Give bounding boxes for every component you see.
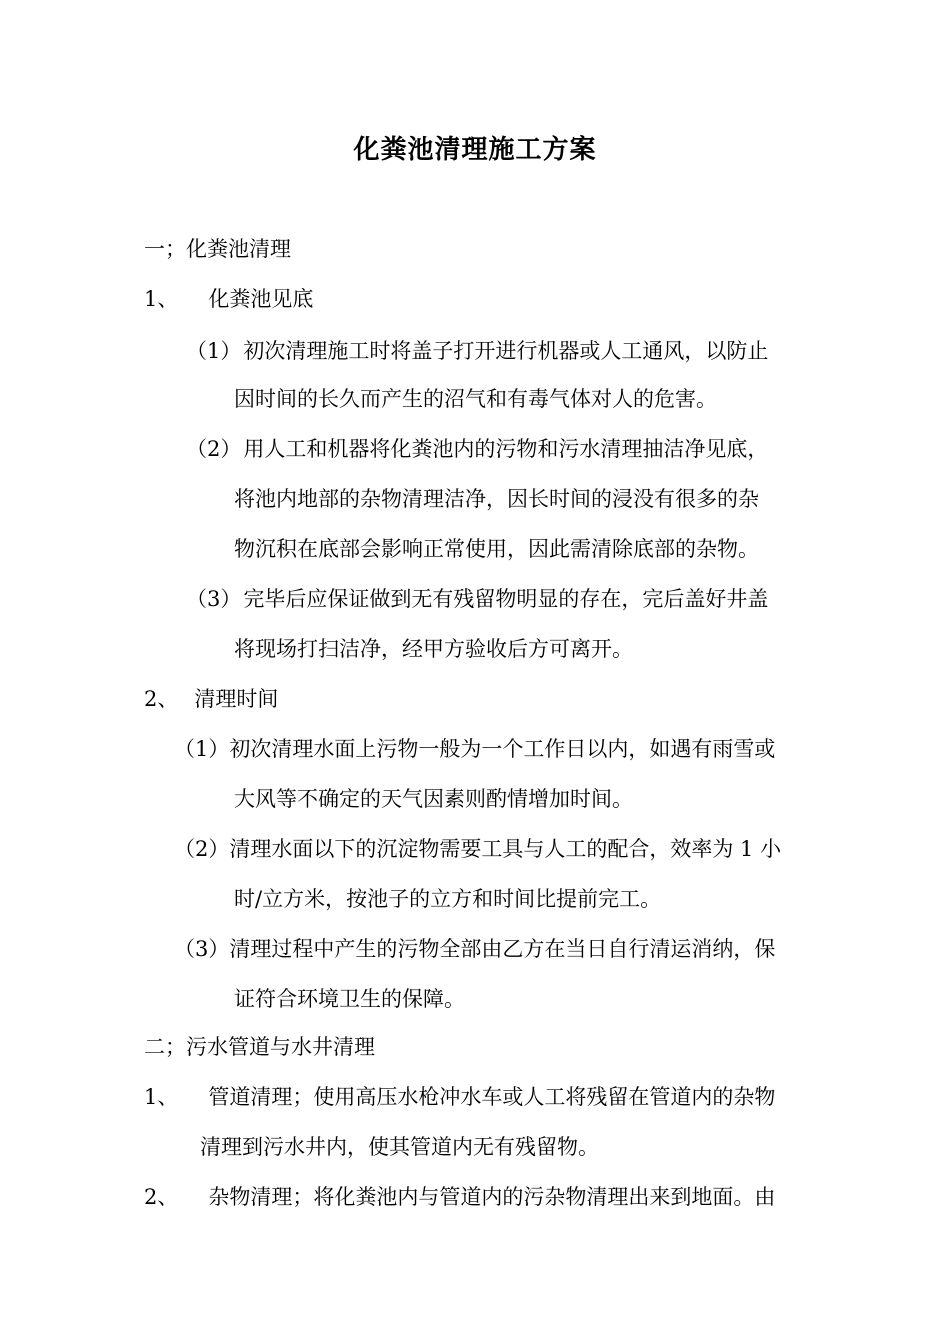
sub-number: （1） [186, 339, 242, 363]
section-2-item-1-line-1 [144, 1082, 775, 1112]
item-number: 2、 [144, 1185, 179, 1209]
sub-number: （1） [174, 737, 230, 761]
section-1-item-2-sub-3-line-1 [174, 934, 775, 964]
section-2-heading: 二；污水管道与水井清理 [144, 1035, 375, 1059]
item-text: 杂物清理；将化粪池内与管道内的污杂物清理出来到地面。由 [208, 1185, 776, 1209]
sub-text: 初次清理水面上污物一般为一个工作日以内，如遇有雨雪或 [229, 737, 776, 761]
section-1-item-1-sub-2-line-3: 物沉积在底部会影响正常使用，因此需清除底部的杂物。 [234, 537, 759, 561]
sub-text: 初次清理施工时将盖子打开进行机器或人工通风，以防止 [243, 339, 769, 363]
section-1-item-2-sub-1-line-2: 大风等不确定的天气因素则酌情增加时间。 [234, 787, 633, 811]
section-1-item-2-sub-3-line-2: 证符合环境卫生的保障。 [234, 987, 465, 1011]
sub-text: 清理水面以下的沉淀物需要工具与人工的配合，效率为 1 小 [229, 837, 782, 861]
section-1-item-2-sub-1-line-1 [174, 734, 775, 764]
section-1-item-1-sub-1-line-2: 因时间的长久而产生的沼气和有毒气体对人的危害。 [234, 387, 717, 411]
section-1-item-1-sub-2-line-1 [186, 434, 768, 464]
section-1-item-2-heading [144, 684, 278, 714]
item-number: 1、 [144, 287, 179, 311]
document-title: 化粪池清理施工方案 [353, 135, 597, 165]
section-1-item-2-sub-2-line-1 [174, 834, 781, 864]
section-1-item-2-sub-2-line-2: 时/立方米，按池子的立方和时间比提前完工。 [234, 887, 662, 911]
sub-text: 用人工和机器将化粪池内的污物和污水清理抽洁净见底， [243, 437, 769, 461]
item-number: 2、 [144, 687, 179, 711]
sub-text: 清理过程中产生的污物全部由乙方在当日自行清运消纳，保 [229, 937, 776, 961]
section-1-item-1-sub-1-line-1 [186, 336, 768, 366]
item-number: 1、 [144, 1085, 179, 1109]
section-2-item-2-line-1 [144, 1182, 775, 1212]
section-1-item-1-sub-3-line-2: 将现场打扫洁净，经甲方验收后方可离开。 [234, 637, 633, 661]
section-1-item-1-sub-2-line-2: 将池内地部的杂物清理洁净，因长时间的浸没有很多的杂 [234, 487, 759, 511]
item-title: 化粪池见底 [208, 287, 314, 311]
sub-number: （2） [174, 837, 230, 861]
sub-number: （2） [186, 437, 242, 461]
section-1-item-1-sub-3-line-1 [186, 584, 768, 614]
section-1-heading: 一；化粪池清理 [144, 237, 291, 261]
section-1-item-1-heading [144, 284, 313, 314]
sub-number: （3） [186, 587, 242, 611]
sub-text: 完毕后应保证做到无有残留物明显的存在，完后盖好井盖 [243, 587, 769, 611]
sub-number: （3） [174, 937, 230, 961]
item-text: 管道清理；使用高压水枪冲水车或人工将残留在管道内的杂物 [208, 1085, 776, 1109]
item-title: 清理时间 [194, 687, 279, 711]
section-2-item-1-line-2: 清理到污水井内，使其管道内无有残留物。 [200, 1135, 599, 1159]
